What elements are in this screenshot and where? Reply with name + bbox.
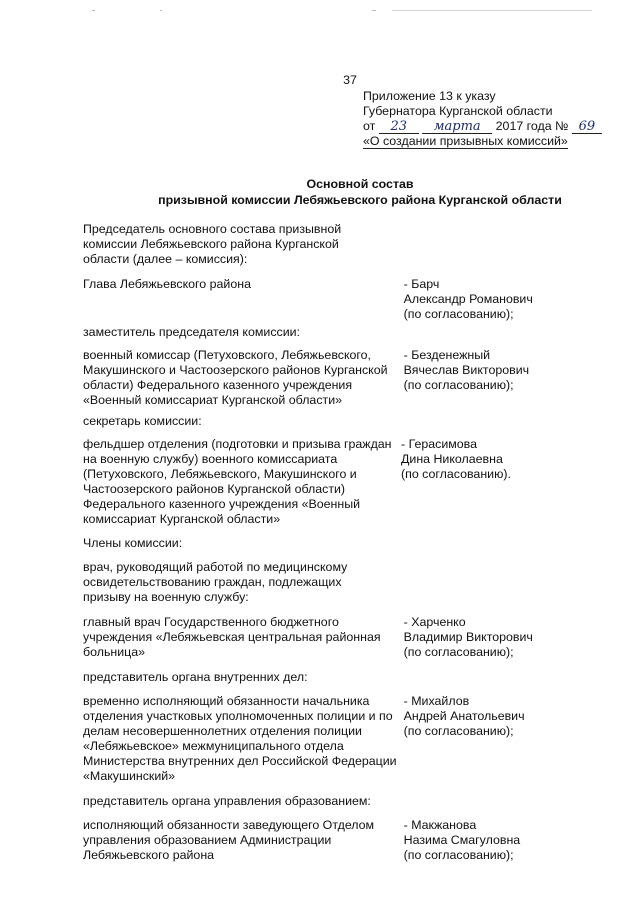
row-person: - Макжанова Назима Смагуловна (по согласованию); [403, 818, 521, 862]
annex-line-1: Приложение 13 к указу [363, 89, 496, 103]
handwritten-month: марта [422, 120, 492, 134]
row-person: - Михайлов Андрей Анатольевич (по согласованию); [403, 694, 525, 738]
handwritten-day: 23 [379, 120, 419, 134]
list-row [83, 348, 553, 408]
title-line-1: Основной состав [306, 177, 414, 191]
list-row [83, 818, 553, 863]
row-position: врач, руководящий работой по медицинскому освидетельствованию граждан, подлежащих призыву на военную службу: [83, 560, 348, 604]
list-row [83, 536, 553, 551]
list-row [83, 222, 553, 267]
annex-header [363, 89, 623, 149]
row-position: фельдшер отделения (подготовки и призыва граждан на военную службу) военного комиссариата (Петуховского, Лебяжьевского, Макушинского и Частоозерского районов Курганской области) Федерального казенного учреждения «Военный комиссариат Курганской области» [83, 437, 392, 526]
list-row [83, 560, 553, 605]
list-row [83, 670, 553, 685]
list-row [83, 615, 553, 660]
document-title [60, 177, 640, 209]
list-row [83, 437, 553, 527]
row-position: исполняющий обязанности заведующего Отделом управления образованием Администрации Лебяжьевского района [83, 818, 375, 862]
page-number: 37 [343, 73, 357, 87]
scan-artifact [0, 10, 640, 14]
list-row [83, 325, 553, 340]
row-position: заместитель председателя комиссии: [83, 325, 300, 339]
row-position: временно исполняющий обязанности начальника отделения участковых уполномоченных полиции и по делам несовершеннолетних отделения полиции «Лебяжьевское» межмуниципального отдела Министерства внутренних дел Российской Федерации «Макушинский» [83, 694, 397, 783]
row-position: военный комиссар (Петуховского, Лебяжьевского, Макушинского и Частоозерского районов Курганской области) Федерального казенного учреждения «Военный комиссариат Курганской области» [83, 348, 388, 407]
date-suffix: 2017 года № [495, 119, 569, 133]
date-prefix: от [363, 119, 376, 133]
row-person: - Безденежный Вячеслав Викторович (по согласованию); [403, 348, 530, 392]
row-position: Председатель основного состава призывной комиссии Лебяжьевского района Курганской области (далее – комиссия): [83, 222, 342, 266]
row-position: Члены комиссии: [83, 536, 183, 550]
row-position: секретарь комиссии: [83, 414, 202, 428]
list-row [83, 414, 553, 429]
list-row [83, 277, 553, 322]
row-position: представитель органа внутренних дел: [83, 670, 308, 684]
handwritten-number: 69 [572, 120, 602, 134]
annex-line-4: «О создании призывных комиссий» [363, 134, 568, 148]
row-position: главный врач Государственного бюджетного учреждения «Лебяжьевская центральная районная больница» [83, 615, 381, 659]
list-row [83, 794, 553, 809]
row-person: - Харченко Владимир Викторович (по согласованию); [403, 615, 533, 659]
row-person: - Барч Александр Романович (по согласованию); [403, 277, 533, 321]
row-person: - Герасимова Дина Николаевна (по согласованию). [401, 437, 511, 481]
annex-line-2: Губернатора Курганской области [363, 104, 553, 118]
title-line-2: призывной комиссии Лебяжьевского района Курганской области [158, 193, 562, 207]
list-row [83, 694, 553, 784]
annex-date-line [363, 119, 623, 134]
commission-list [83, 222, 553, 863]
row-position: представитель органа управления образованием: [83, 794, 371, 808]
row-position: Глава Лебяжьевского района [83, 277, 251, 291]
